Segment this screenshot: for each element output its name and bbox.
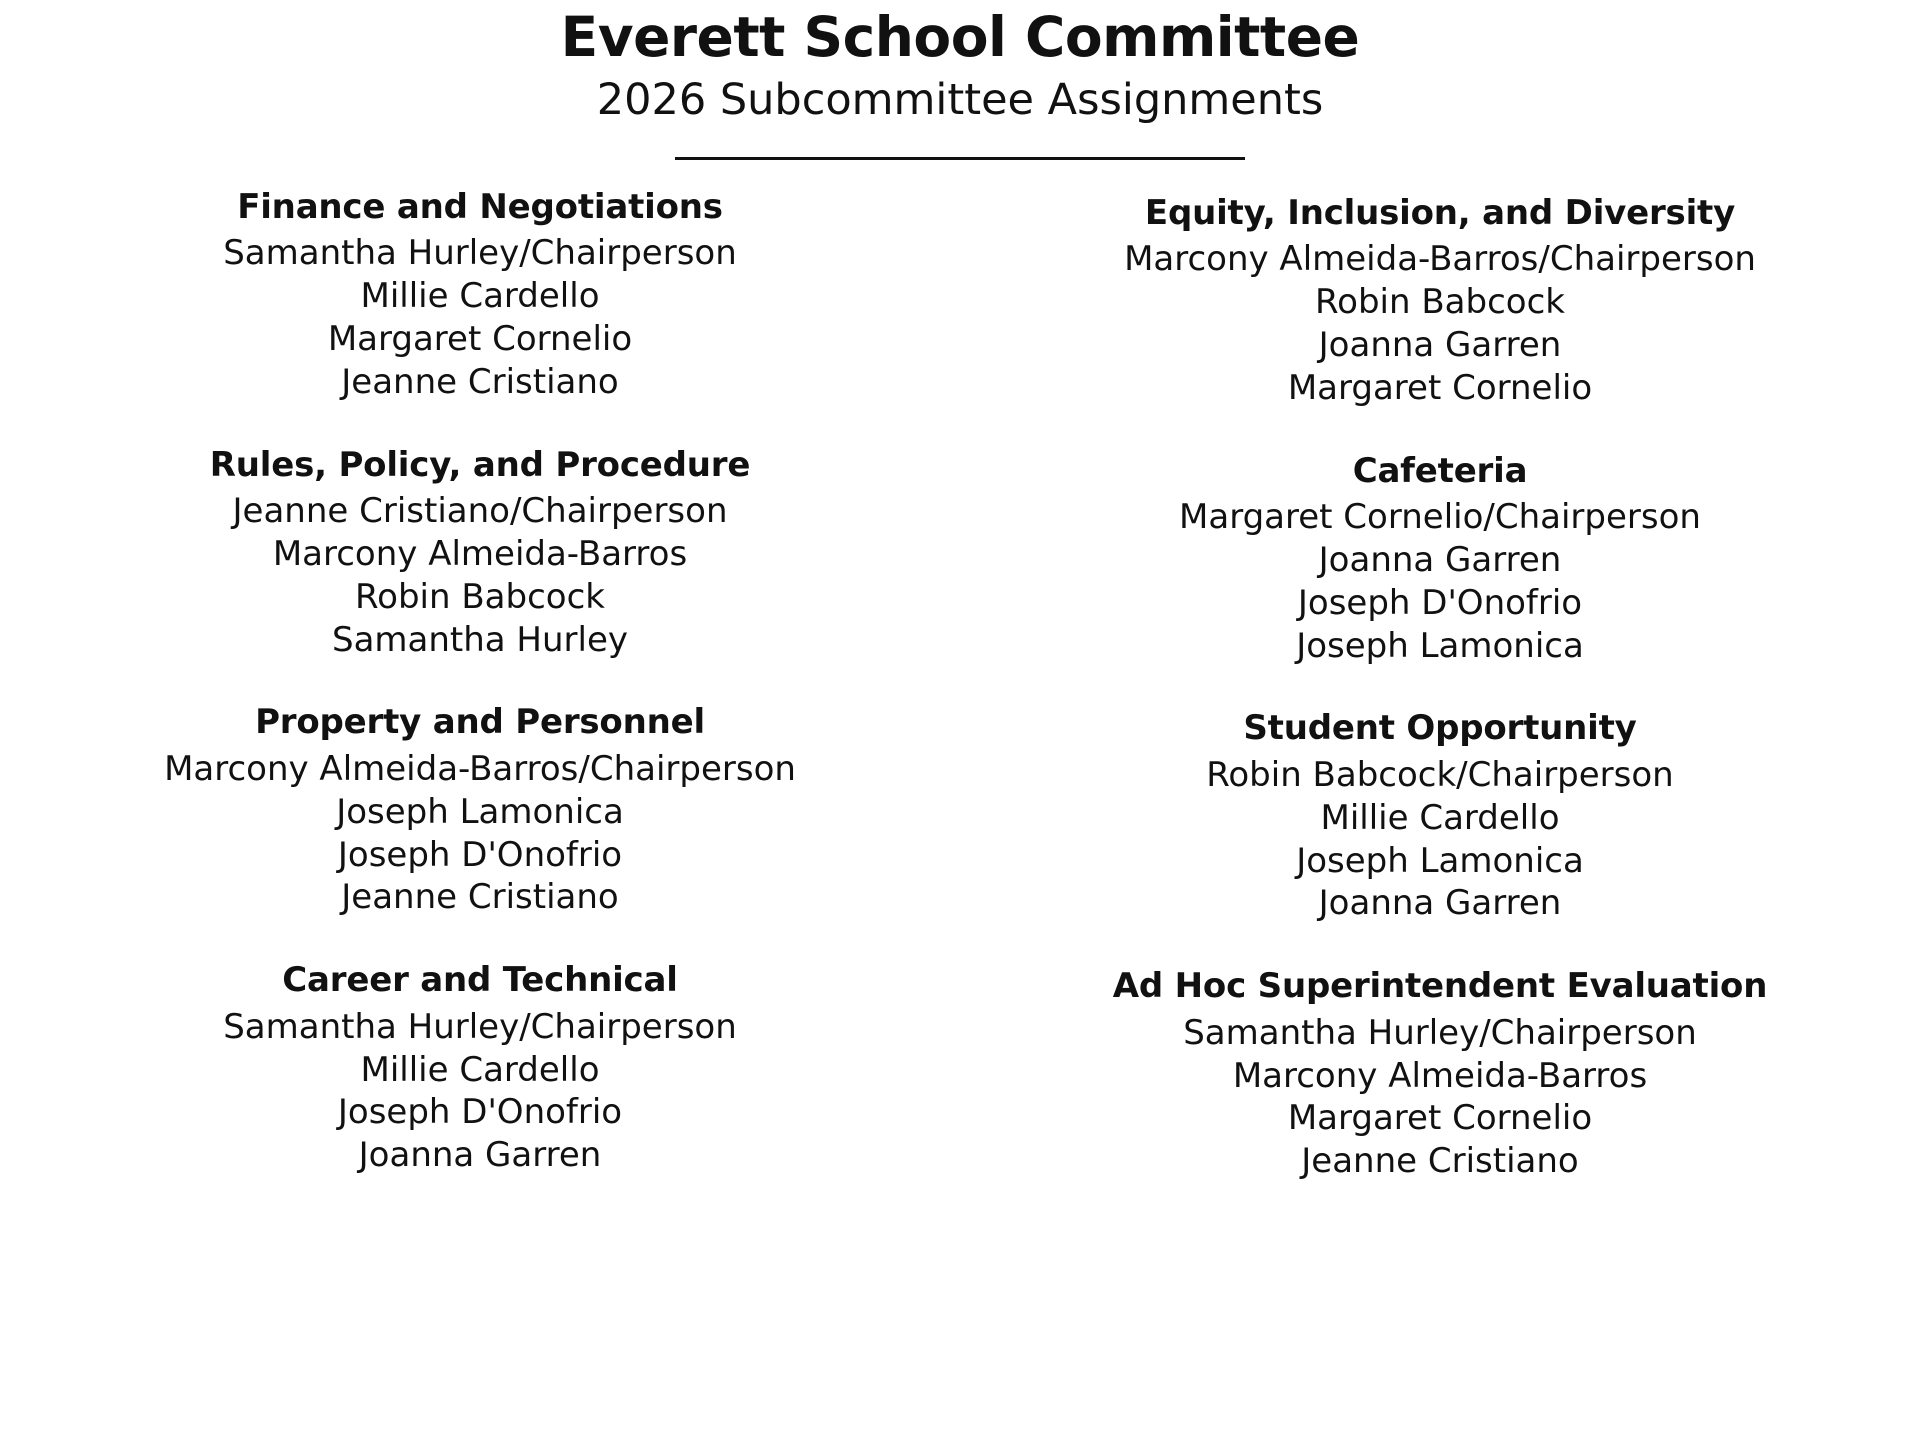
subcommittee-columns <box>0 186 1920 1223</box>
subcommittee-member: Joseph D'Onofrio <box>1297 582 1583 623</box>
subcommittee-member: Margaret Cornelio/Chairperson <box>1179 497 1701 538</box>
document-header <box>0 0 1920 160</box>
subcommittee-member: Margaret Cornelio <box>327 319 633 359</box>
subcommittee-member: Jeanne Cristiano <box>341 361 619 402</box>
subcommittee-member: Samantha Hurley/Chairperson <box>1183 1012 1697 1053</box>
subcommittee-member: Joanna Garren <box>1318 325 1562 365</box>
subcommittee-member: Robin Babcock <box>355 576 605 617</box>
subcommittee-title: Equity, Inclusion, and Diversity <box>1144 192 1736 233</box>
subcommittee-member: Marcony Almeida-Barros <box>1232 1055 1648 1096</box>
left-column <box>0 186 960 1223</box>
subcommittee-title: Career and Technical <box>282 960 678 1001</box>
header-divider-rule <box>675 157 1245 160</box>
subcommittee-title: Rules, Policy, and Procedure <box>209 444 751 485</box>
subcommittee-member: Samantha Hurley/Chairperson <box>223 1006 737 1047</box>
subcommittee-group <box>10 701 950 919</box>
subcommittee-member: Jeanne Cristiano <box>341 877 619 918</box>
subcommittee-member: Joanna Garren <box>1318 883 1562 924</box>
subcommittee-member: Marcony Almeida-Barros/Chairperson <box>1124 239 1756 280</box>
subcommittee-member: Marcony Almeida-Barros/Chairperson <box>164 748 796 789</box>
subcommittee-member: Millie Cardello <box>360 276 600 317</box>
subcommittee-member: Joseph D'Onofrio <box>337 1092 623 1133</box>
subcommittee-member: Joanna Garren <box>1318 539 1562 580</box>
subcommittee-member: Jeanne Cristiano <box>1301 1141 1579 1182</box>
subcommittee-group <box>970 707 1910 925</box>
page-subtitle: 2026 Subcommittee Assignments <box>596 75 1324 126</box>
subcommittee-member: Joseph Lamonica <box>336 791 624 832</box>
subcommittee-member: Jeanne Cristiano/Chairperson <box>232 491 728 532</box>
subcommittee-group <box>10 186 950 404</box>
subcommittee-member: Samantha Hurley <box>331 619 629 660</box>
subcommittee-member: Marcony Almeida-Barros <box>272 533 688 574</box>
page-title: Everett School Committee <box>560 5 1360 69</box>
subcommittee-member: Joseph Lamonica <box>1296 840 1584 881</box>
subcommittee-title: Property and Personnel <box>255 702 705 743</box>
subcommittee-title: Cafeteria <box>1352 450 1528 491</box>
subcommittee-member: Joanna Garren <box>358 1135 602 1176</box>
subcommittee-member: Margaret Cornelio <box>1287 1098 1593 1139</box>
divider-wrapper <box>0 157 1920 160</box>
subcommittee-group <box>970 450 1910 668</box>
subcommittee-title: Ad Hoc Superintendent Evaluation <box>1112 966 1768 1007</box>
subcommittee-member: Samantha Hurley/Chairperson <box>223 233 737 274</box>
subcommittee-title: Finance and Negotiations <box>237 186 723 227</box>
subcommittee-member: Joseph Lamonica <box>1296 625 1584 666</box>
subcommittee-member: Millie Cardello <box>360 1049 600 1090</box>
subcommittee-member: Robin Babcock <box>1315 282 1565 323</box>
subcommittee-member: Robin Babcock/Chairperson <box>1206 754 1674 795</box>
subcommittee-member: Joseph D'Onofrio <box>337 834 623 875</box>
subcommittee-group <box>10 959 950 1177</box>
subcommittee-member: Margaret Cornelio <box>1287 367 1593 408</box>
subcommittee-group <box>10 444 950 662</box>
subcommittee-group <box>970 192 1910 410</box>
subcommittee-member: Millie Cardello <box>1320 797 1560 838</box>
subcommittee-group <box>970 965 1910 1183</box>
right-column <box>960 186 1920 1223</box>
subcommittee-title: Student Opportunity <box>1243 708 1637 749</box>
